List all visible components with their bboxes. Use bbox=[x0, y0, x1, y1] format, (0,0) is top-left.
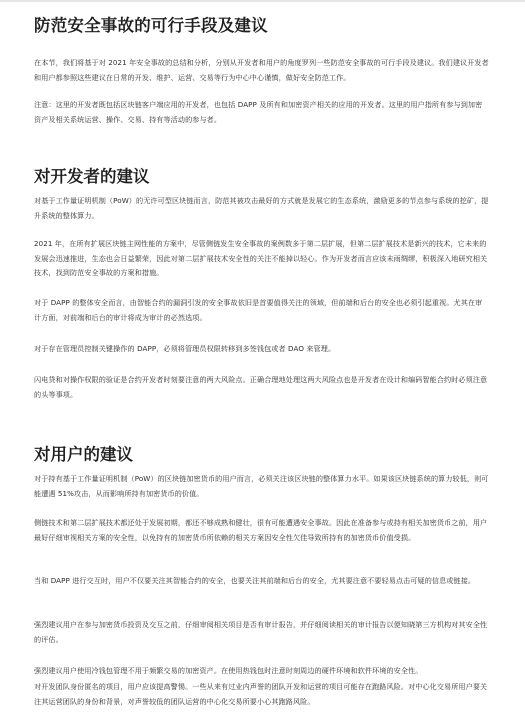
paragraph-dev-layer2: 2021 年，在所有扩展区块链主网性能的方案中，尽管侧链发生安全事故的案例数多于第二层扩展，但第二层扩展技术是新兴的技术，它未来的发展会迅速推进，生态也会日益繁荣，因此对第二层扩展技术安全性的关注不能掉以轻心。作为开发者而言应该未雨绸缪，积极深入地研究相关技术，找到防范安全事故的方案和措施。 bbox=[34, 239, 488, 278]
paragraph-user-audit: 强烈建议用户在参与加密货币投资及交互之前，仔细审阅相关项目是否有审计报告，并仔细阅读相关的审计报告以便知晓第三方机构对其安全性的评估。 bbox=[34, 620, 488, 644]
section-title-developers: 对开发者的建议 bbox=[34, 167, 150, 186]
paragraph-dev-dapp: 对于 DAPP 的整体安全而言，由智能合约的漏洞引发的安全事故依旧是首要值得关注的领域，但前端和后台的安全也必须引起重视。尤其在审计方面，对前端和后台的审计将成为审计的必然选项。 bbox=[34, 298, 483, 322]
section-title-prevention: 防范安全事故的可行手段及建议 bbox=[34, 16, 268, 35]
paragraph-note: 注意：这里的开发者既包括区块链客户端应用的开发者，也包括 DAPP 及所有和加密资产相关的应用的开发者。这里的用户指所有参与到加密资产及相关系统运营、操作、交易、持有等活动的参与者。 bbox=[34, 100, 483, 124]
paragraph-dev-pow: 对基于工作量证明机制（PoW）的无许可型区块链而言，防范其被攻击最好的方式就是发展它的生态系统，激励更多的节点参与系统的挖矿，提升系统的整体算力。 bbox=[34, 196, 489, 220]
section-title-users: 对用户的建议 bbox=[34, 445, 133, 464]
paragraph-dev-admin: 对于存在管理员控制关键操作的 DAPP，必须将管理员权限转移到多签钱包或者 DAO 来管理。 bbox=[34, 344, 336, 353]
paragraph-user-pow: 对于持有基于工作量证明机制（PoW）的区块链加密货币的用户而言，必须关注该区块链的整体算力水平。如果该区块链系统的算力较低，则可能遭遇 51%攻击，从而影响所持有加密货币的价值。 bbox=[34, 474, 489, 498]
top-divider bbox=[0, 0, 525, 2]
paragraph-user-sidechain: 侧链技术和第二层扩展技术都还处于发展初期，都还不够成熟和健壮，很有可能遭遇安全事故。因此在准备参与或持有相关加密货币之前，用户最好仔细审视相关方案的安全性，以免持有的加密货币所依赖的相关方案因安全性欠佳导致所持有的加密货币价值受损。 bbox=[34, 518, 488, 542]
bottom-fade bbox=[0, 714, 525, 724]
paragraph-intro: 在本节，我们将基于对 2021 年安全事故的总结和分析，分别从开发者和用户的角度罗列一些防范安全事故的可行手段及建议。我们建议开发者和用户都参照这些建议在日常的开发、维护、运营、交易等行为中心中心谨慎，做好安全防范工作。 bbox=[34, 58, 489, 82]
paragraph-user-anonymous: 对开发团队身份匿名的项目，用户应该提高警惕。一些从来有过业内声誉的团队开发和运营的项目可能存在跑路风险。对中心化交易所用户要关注其运营团队的身份和背景，对声誉较低的团队运营的中心化交易所要小心其跑路风险。 bbox=[34, 682, 488, 706]
paragraph-user-dapp: 当和 DAPP 进行交互时，用户不仅要关注其智能合约的安全，也要关注其前端和后台的安全，尤其要注意不要轻易点击可疑的信息或链接。 bbox=[34, 576, 476, 585]
paragraph-user-wallet: 强烈建议用户使用冷钱包管理不用于频繁交易的加密资产。在使用热钱包时注意时刻周边的硬件环境和软件环境的安全性。 bbox=[34, 666, 423, 675]
paragraph-dev-flashloan: 闪电贷和对操作权限的验证是合约开发者时刻要注意的两大风险点。正确合理地处理这两大风险点也是开发者在设计和编码智能合约时必须注意的头等事项。 bbox=[34, 375, 488, 399]
